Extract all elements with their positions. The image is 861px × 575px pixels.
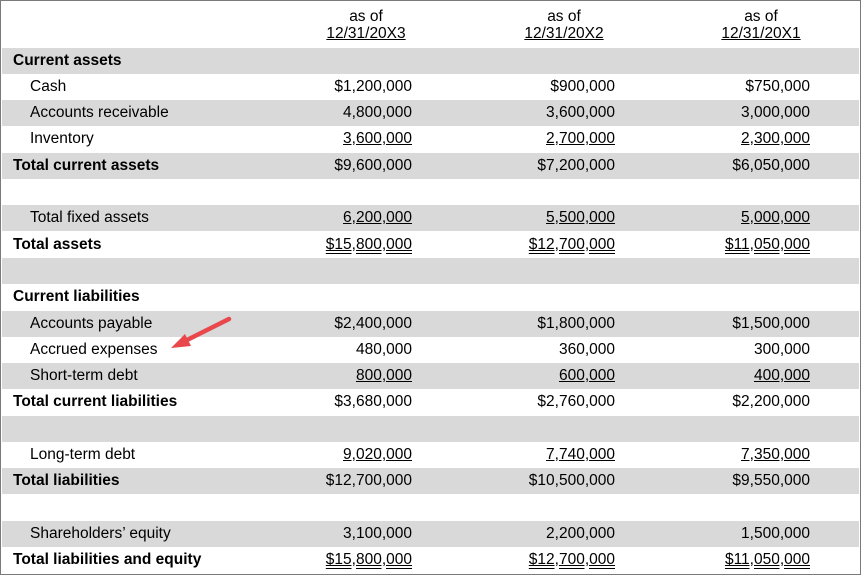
table-row-accounts-payable: [2, 311, 859, 337]
cell-20x3: 9,020,000: [343, 446, 412, 463]
cell-20x1: 300,000: [753, 341, 810, 358]
cell-20x2: $7,200,000: [537, 157, 615, 174]
column-header-row: [1, 1, 860, 48]
cell-20x1: $11,050,000: [724, 236, 810, 253]
row-label: Total fixed assets: [30, 209, 149, 226]
table-row-accounts-receivable: [2, 100, 859, 126]
table-row-cash: [2, 74, 859, 100]
cell-20x3: 4,800,000: [343, 104, 412, 121]
table-row-total-fixed-assets: [2, 205, 859, 231]
cell-20x1: $11,050,000: [724, 551, 810, 568]
cell-20x2: $900,000: [550, 78, 615, 95]
cell-20x1: 7,350,000: [741, 446, 810, 463]
cell-20x1: $1,500,000: [732, 315, 810, 332]
total-row-liabilities-and-equity: [2, 547, 859, 573]
spacer-row: [2, 416, 859, 442]
table-row-inventory: [2, 126, 859, 152]
row-label: Total assets: [13, 236, 102, 253]
table-row-long-term-debt: [2, 442, 859, 468]
cell-20x3: 3,100,000: [343, 525, 412, 542]
spacer-row: [2, 179, 859, 205]
total-row-assets: [2, 232, 859, 258]
cell-20x1: 2,300,000: [741, 130, 810, 147]
cell-20x1: $2,200,000: [732, 393, 810, 410]
total-row-current-assets: [2, 153, 859, 179]
row-label: Short-term debt: [30, 367, 138, 384]
cell-20x3: $2,400,000: [334, 315, 412, 332]
cell-20x1: $750,000: [745, 78, 810, 95]
row-label: Accounts payable: [30, 315, 153, 332]
cell-20x3: 6,200,000: [343, 209, 412, 226]
row-label: Total liabilities and equity: [13, 551, 202, 568]
spacer-row: [2, 258, 859, 284]
row-label: Accounts receivable: [30, 104, 169, 121]
cell-20x2: 600,000: [558, 367, 615, 384]
cell-20x2: 7,740,000: [546, 446, 615, 463]
row-label: Inventory: [30, 130, 94, 147]
cell-20x2: 2,200,000: [546, 525, 615, 542]
column-header-20x3: [276, 8, 456, 42]
row-label: Shareholders’ equity: [30, 525, 171, 542]
cell-20x2: $12,700,000: [528, 236, 615, 253]
cell-20x2: $12,700,000: [528, 551, 615, 568]
total-row-current-liabilities: [2, 389, 859, 415]
row-label: Long-term debt: [30, 446, 136, 463]
table-row-short-term-debt: [2, 363, 859, 389]
cell-20x1: $9,550,000: [732, 472, 810, 489]
column-header-20x1: [671, 8, 851, 42]
section-row-current-liabilities: [2, 284, 859, 310]
row-label: Total liabilities: [13, 472, 120, 489]
column-header-prefix: as of: [744, 8, 778, 25]
cell-20x3: $15,800,000: [325, 236, 412, 253]
table-row-accrued-expenses: [2, 337, 859, 363]
cell-20x3: $1,200,000: [334, 78, 412, 95]
row-label: Cash: [30, 78, 67, 95]
cell-20x3: $3,680,000: [334, 393, 412, 410]
cell-20x2: 2,700,000: [546, 130, 615, 147]
cell-20x2: $1,800,000: [537, 315, 615, 332]
cell-20x3: 480,000: [355, 341, 412, 358]
column-header-20x2: [474, 8, 654, 42]
cell-20x1: $6,050,000: [732, 157, 810, 174]
spacer-row: [2, 495, 859, 521]
cell-20x1: 1,500,000: [741, 525, 810, 542]
cell-20x3: $9,600,000: [334, 157, 412, 174]
cell-20x3: 800,000: [355, 367, 412, 384]
total-row-liabilities: [2, 468, 859, 494]
cell-20x2: $2,760,000: [537, 393, 615, 410]
column-header-prefix: as of: [547, 8, 581, 25]
red-arrow-icon: [167, 313, 237, 355]
cell-20x2: 360,000: [558, 341, 615, 358]
column-header-date: 12/31/20X1: [721, 25, 801, 42]
column-header-date: 12/31/20X2: [524, 25, 604, 42]
cell-20x3: $12,700,000: [325, 472, 412, 489]
cell-20x2: $10,500,000: [528, 472, 615, 489]
row-label: Accrued expenses: [30, 341, 158, 358]
column-header-prefix: as of: [349, 8, 383, 25]
table-row-shareholders-equity: [2, 521, 859, 547]
row-label: Current liabilities: [13, 288, 140, 305]
column-header-date: 12/31/20X3: [326, 25, 406, 42]
row-label: Total current assets: [13, 157, 160, 174]
cell-20x1: 400,000: [753, 367, 810, 384]
cell-20x3: 3,600,000: [343, 130, 412, 147]
cell-20x2: 5,500,000: [546, 209, 615, 226]
cell-20x1: 3,000,000: [741, 104, 810, 121]
cell-20x3: $15,800,000: [325, 551, 412, 568]
row-label: Total current liabilities: [13, 393, 178, 410]
row-label: Current assets: [13, 52, 122, 69]
cell-20x2: 3,600,000: [546, 104, 615, 121]
section-row-current-assets: [2, 48, 859, 74]
cell-20x1: 5,000,000: [741, 209, 810, 226]
